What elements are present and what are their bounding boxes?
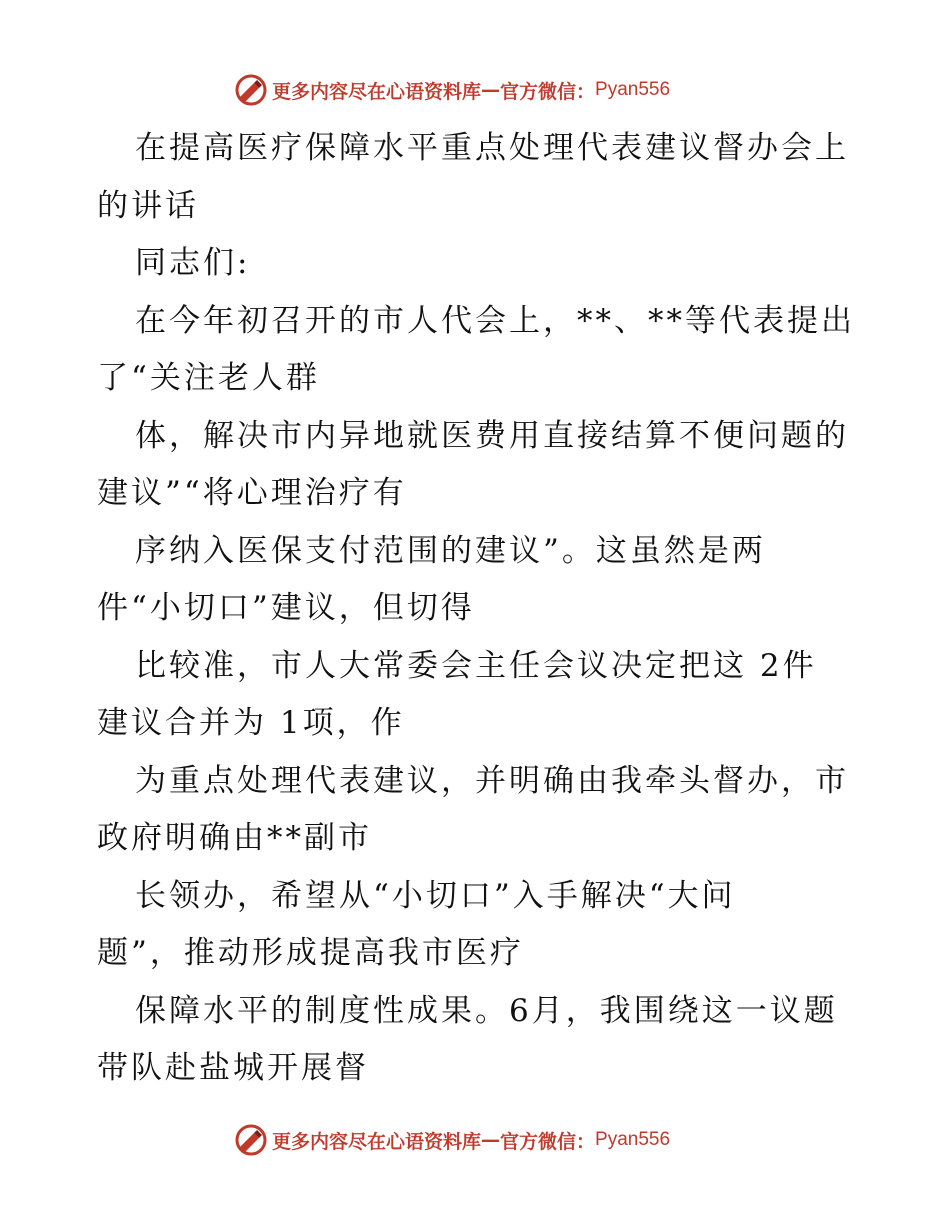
text-line: 体，解决市内异地就医费用直接结算不便问题的 <box>135 417 849 454</box>
banner-wechat-label: 官方微信： <box>500 80 596 103</box>
text-line: 政府明确由**副市 <box>97 820 372 856</box>
title-line-2: 的讲话 <box>97 187 199 224</box>
salutation: 同志们: <box>135 245 251 281</box>
title-line-1: 在提高医疗保障水平重点处理代表建议督办会上 <box>135 130 849 166</box>
pen-logo-icon <box>234 1123 268 1157</box>
banner-wechat-id: Pyan556 <box>595 79 671 100</box>
pen-logo-icon <box>234 73 268 107</box>
banner-text: 更多内容尽在心语资料库 <box>272 1130 482 1153</box>
banner-separator: — <box>481 1129 501 1151</box>
banner-wechat-label: 官方微信： <box>500 1130 596 1153</box>
banner-text: 更多内容尽在心语资料库 <box>272 80 482 103</box>
banner-separator: — <box>481 79 501 101</box>
text-line: 建议”“将心理治疗有 <box>97 475 407 511</box>
text-line: 比较准，市人大常委会主任会议决定把这 2件 <box>135 647 817 684</box>
text-line: 长领办，希望从“小切口”入手解决“大问 <box>135 877 736 914</box>
text-line: 题”，推动形成提高我市医疗 <box>97 935 524 971</box>
text-line: 件“小切口”建议，但切得 <box>97 590 475 626</box>
footer-banner <box>234 1122 670 1158</box>
text-line: 保障水平的制度性成果。6月，我围绕这一议题 <box>135 992 838 1029</box>
text-line: 建议合并为 1项，作 <box>97 705 405 741</box>
banner-wechat-id: Pyan556 <box>595 1129 671 1150</box>
text-line: 为重点处理代表建议，并明确由我牵头督办，市 <box>135 762 849 799</box>
document-body <box>97 120 867 1098</box>
text-line: 带队赴盐城开展督 <box>97 1050 369 1086</box>
text-line: 在今年初召开的市人代会上，**、**等代表提出 <box>135 302 855 339</box>
text-line: 了“关注老人群 <box>97 360 320 396</box>
text-line: 序纳入医保支付范围的建议”。这虽然是两 <box>135 532 766 569</box>
header-banner <box>234 72 670 108</box>
